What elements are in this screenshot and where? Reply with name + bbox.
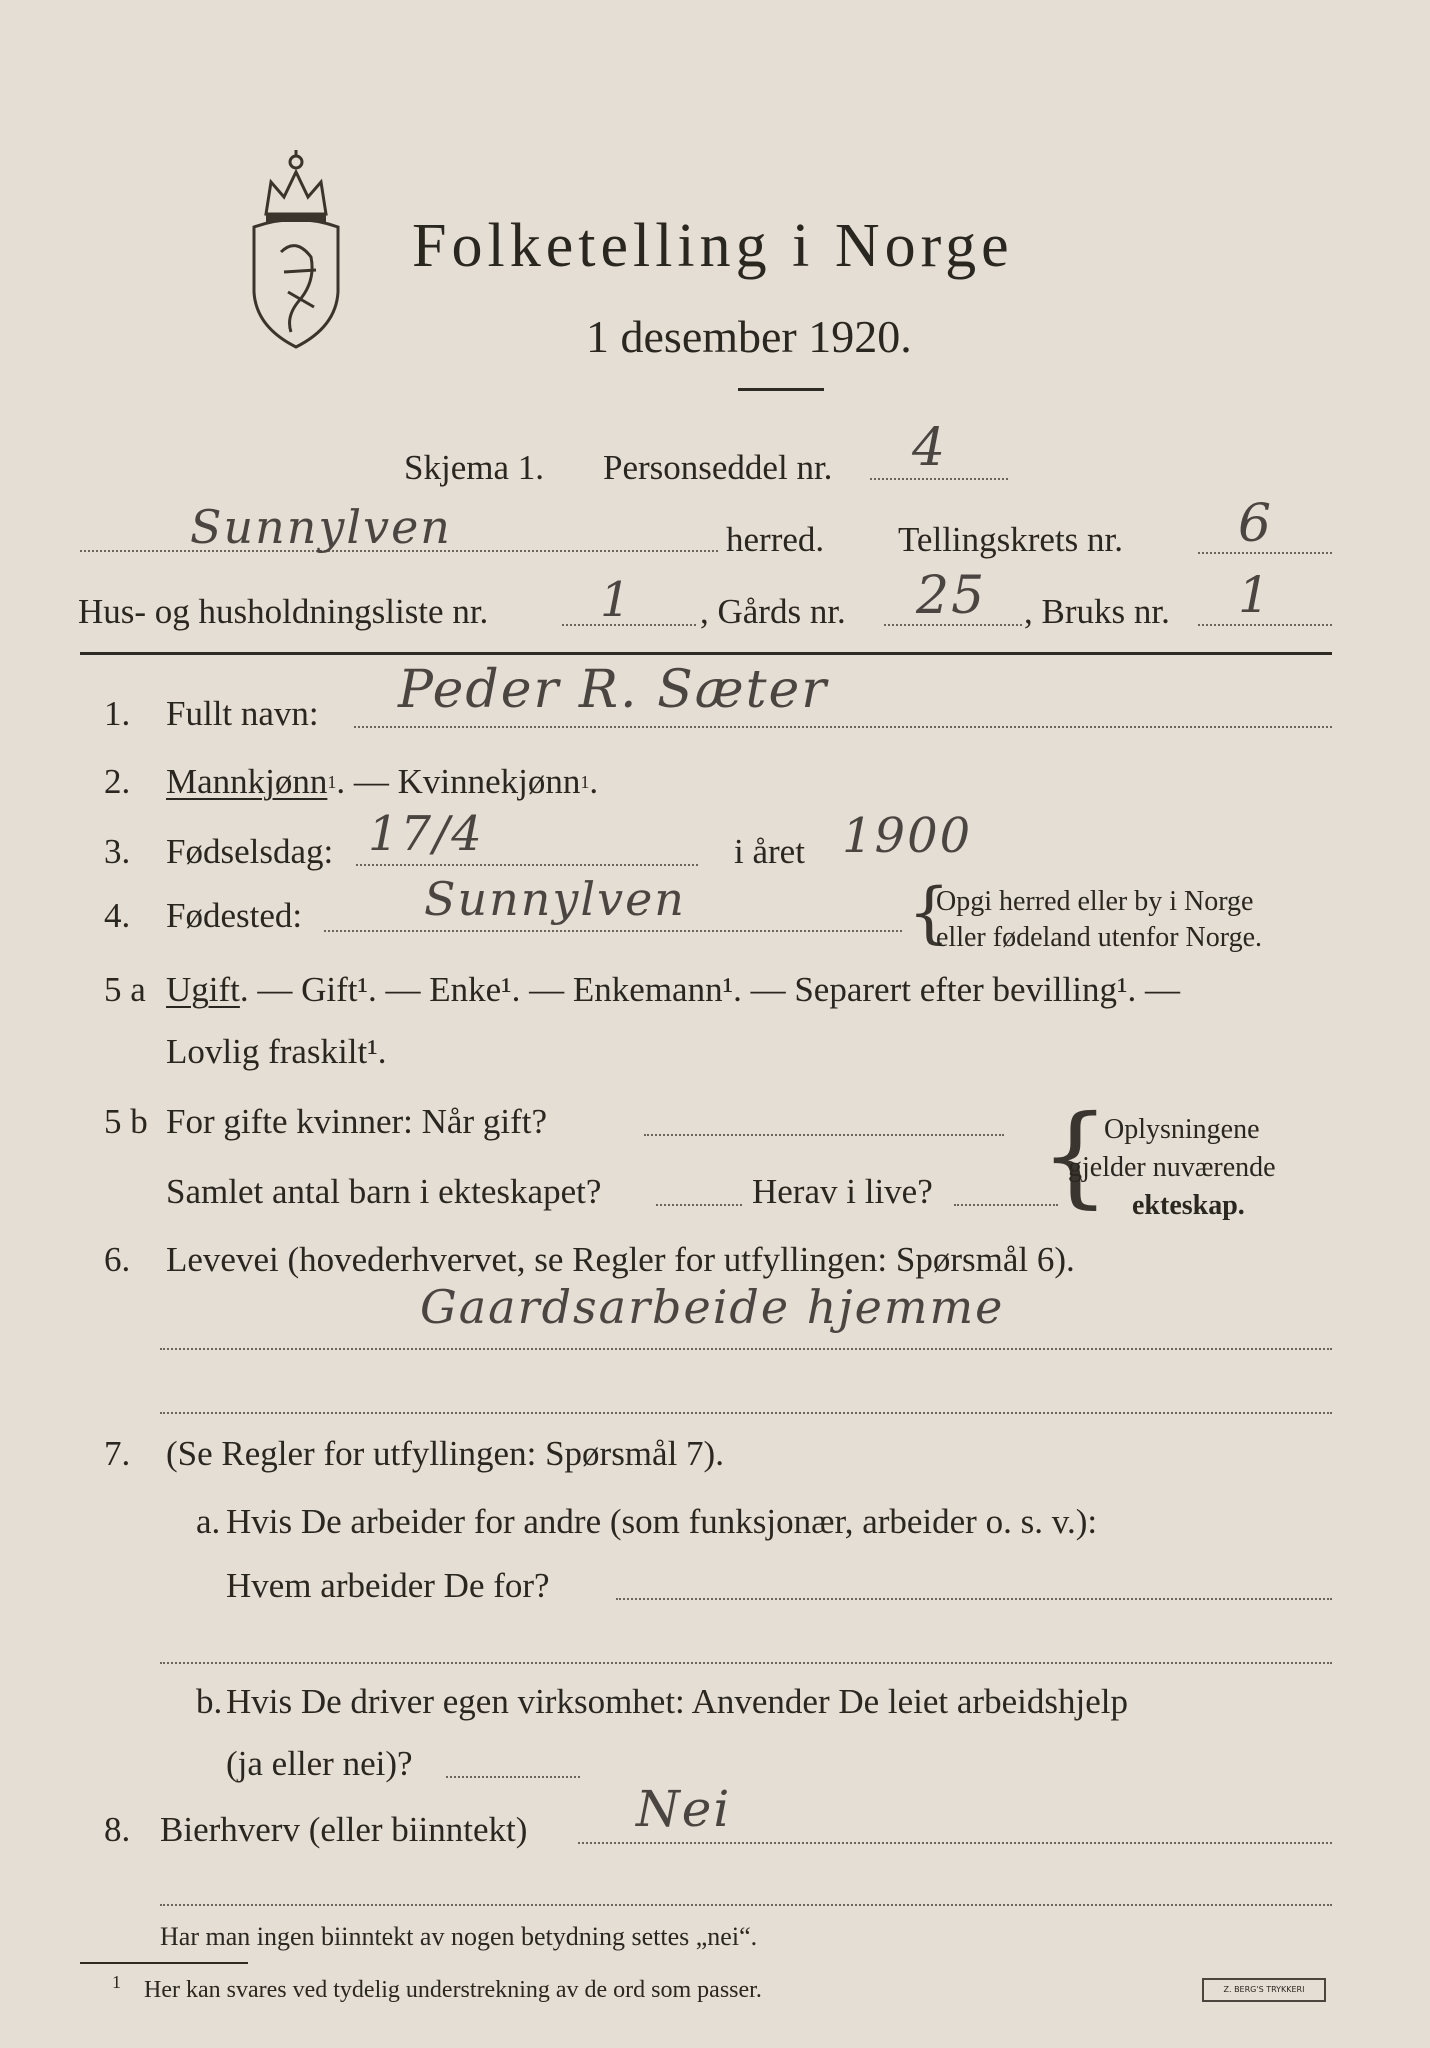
- q7b-line-1: Hvis De driver egen virksomhet: Anvender De leiet arbeidshjelp: [226, 1682, 1128, 1721]
- mannkjonn-option: Mannkjønn: [166, 762, 328, 801]
- personseddel-line: [870, 478, 1008, 480]
- q8-number: 8.: [104, 1810, 131, 1849]
- printer-stamp-text: Z. BERG'S TRYKKERI: [1223, 1985, 1305, 1994]
- q6-line-2: [160, 1412, 1332, 1414]
- hus-label: Hus- og husholdningsliste nr.: [78, 592, 489, 631]
- q5b-line-2a: Samlet antal barn i ekteskapet?: [166, 1172, 602, 1211]
- q4-note-1: Opgi herred eller by i Norge: [936, 886, 1254, 917]
- q5b-gift-line: [644, 1134, 1004, 1136]
- q3-number: 3.: [104, 832, 131, 871]
- q2-sep: . —: [336, 762, 389, 801]
- header-rule: [80, 652, 1332, 655]
- q4-note-2: eller fødeland utenfor Norge.: [936, 922, 1263, 953]
- footnote-ref: 1: [580, 772, 590, 792]
- q6-line-1: [160, 1348, 1332, 1350]
- bruks-value: 1: [1238, 566, 1272, 624]
- q7a-answer-line-2: [160, 1662, 1332, 1664]
- q4-line: [324, 930, 902, 932]
- hus-value: 1: [600, 572, 633, 628]
- q5b-line-1: For gifte kvinner: Når gift?: [166, 1102, 548, 1141]
- herred-value: Sunnylven: [190, 500, 452, 554]
- q5a-rest: . — Gift¹. — Enke¹. — Enkemann¹. — Separert efter bevilling¹. —: [239, 970, 1180, 1009]
- page-title: Folketelling i Norge: [412, 212, 1014, 280]
- q3-label: Fødselsdag:: [166, 832, 334, 871]
- tellingskrets-label: Tellingskrets nr.: [898, 520, 1124, 559]
- q7a-line-1: Hvis De arbeider for andre (som funksjonær, arbeider o. s. v.):: [226, 1502, 1098, 1541]
- title-divider: [738, 388, 824, 391]
- q7-number: 7.: [104, 1434, 131, 1473]
- q7b-number: b.: [196, 1682, 223, 1721]
- q3-day-line: [356, 864, 698, 866]
- q5b-note-2: gjelder nuværende: [1068, 1152, 1276, 1183]
- q1-value: Peder R. Sæter: [398, 660, 829, 720]
- personseddel-label: Personseddel nr.: [603, 448, 833, 487]
- q5b-barn-line: [656, 1204, 742, 1206]
- kvinnekjonn-option: Kvinnekjønn: [397, 762, 581, 801]
- gards-label: , Gårds nr.: [700, 592, 846, 631]
- bruks-label: , Bruks nr.: [1024, 592, 1170, 631]
- q5b-number: 5 b: [104, 1102, 148, 1141]
- gards-value: 25: [916, 566, 987, 626]
- footnote-text: Her kan svares ved tydelig understrekning av de ord som passer.: [144, 1977, 762, 2003]
- q7b-line-2: (ja eller nei)?: [226, 1744, 413, 1783]
- ugift-option: Ugift: [166, 970, 240, 1009]
- q5b-line-2b: Herav i live?: [752, 1172, 933, 1211]
- norway-coat-of-arms-icon: [236, 142, 356, 352]
- q5a-number: 5 a: [104, 970, 146, 1009]
- q5a-line-2: Lovlig fraskilt¹.: [166, 1032, 387, 1071]
- q2-end: .: [589, 762, 599, 801]
- q4-label: Fødested:: [166, 896, 303, 935]
- q8-line: [578, 1842, 1332, 1844]
- q7a-number: a.: [196, 1502, 221, 1541]
- q8-line-2: [160, 1904, 1332, 1906]
- q3-year-value: 1900: [842, 808, 973, 864]
- q1-number: 1.: [104, 694, 131, 733]
- footnote-mark: 1: [112, 1972, 121, 1992]
- footnote-rule: [80, 1962, 248, 1964]
- q4-brace: {: [908, 874, 950, 951]
- q7a-answer-line-1: [616, 1598, 1332, 1600]
- printer-stamp: [1202, 1978, 1326, 2002]
- q7-label: (Se Regler for utfyllingen: Spørsmål 7).: [166, 1434, 724, 1473]
- q7b-answer-line: [446, 1776, 580, 1778]
- q1-line: [354, 726, 1332, 728]
- q8-value: Nei: [636, 1780, 732, 1838]
- q8-label: Bierhverv (eller biinntekt): [160, 1810, 528, 1849]
- q2-options: [166, 762, 598, 802]
- q5b-brace: {: [1040, 1091, 1110, 1219]
- q6-value: Gaardsarbeide hjemme: [420, 1280, 1005, 1334]
- q3-year-label: i året: [734, 832, 805, 871]
- footnote-ref: 1: [327, 772, 337, 792]
- census-date: 1 desember 1920.: [586, 311, 912, 362]
- q2-number: 2.: [104, 762, 131, 801]
- q5b-note-3: ekteskap.: [1132, 1190, 1245, 1221]
- personseddel-value: 4: [912, 418, 948, 478]
- q4-number: 4.: [104, 896, 131, 935]
- bruks-line: [1198, 624, 1332, 626]
- skjema-label: Skjema 1.: [404, 448, 544, 487]
- q5b-note-1: Oplysningene: [1104, 1114, 1260, 1145]
- q3-day-value: 17/4: [368, 806, 484, 862]
- biinntekt-note: Har man ingen biinntekt av nogen betydning settes „nei“.: [160, 1922, 758, 1951]
- q6-number: 6.: [104, 1240, 131, 1279]
- q4-value: Sunnylven: [424, 872, 686, 926]
- herred-label: herred.: [726, 520, 825, 559]
- q6-label: Levevei (hovederhvervet, se Regler for utfyllingen: Spørsmål 6).: [166, 1240, 1075, 1279]
- q7a-line-2: Hvem arbeider De for?: [226, 1566, 550, 1605]
- q1-label: Fullt navn:: [166, 694, 319, 733]
- tellingskrets-value: 6: [1238, 494, 1274, 554]
- q5a-options: [166, 970, 1180, 1010]
